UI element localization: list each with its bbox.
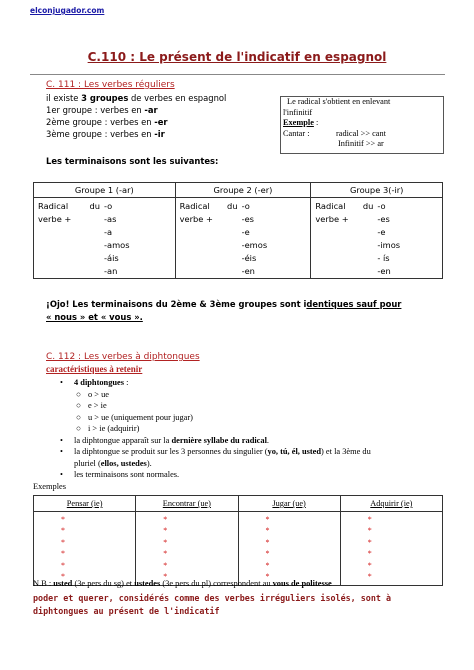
list-item-personnes-cont [60, 458, 371, 470]
ending: -an [104, 266, 118, 276]
adquirir-header: Adquirir (ie) [340, 496, 442, 512]
bullet-icon: • [60, 435, 63, 445]
poder-querer-line2: diphtongues au présent de l'indicatif [33, 605, 220, 616]
sub-item [60, 389, 371, 401]
bullet3-line2-text: pluriel ( [74, 458, 101, 468]
bullet2-text: la diphtongue apparaît sur la [74, 435, 172, 445]
pensar-stars [35, 513, 134, 584]
sub-item [60, 400, 371, 412]
star-bullet: * [163, 526, 168, 536]
du-word: du [89, 201, 100, 211]
bullet-icon: • [60, 447, 63, 456]
ending: -emos [241, 240, 268, 250]
ojo-underlined: dentiques sauf pour [306, 299, 402, 309]
nb-ustedes: ustedes [134, 579, 161, 588]
ending: -o [377, 201, 386, 211]
group3-line [46, 128, 165, 140]
star-bullet: * [367, 526, 372, 536]
ending: -e [241, 227, 250, 237]
star-bullet: * [163, 515, 168, 524]
ending: -e [377, 227, 386, 237]
nb-usted: usted [53, 579, 73, 588]
star-bullet: * [265, 560, 270, 570]
page-title [0, 50, 474, 64]
nb-prefix: N.B : [33, 579, 54, 588]
star-bullet: * [367, 549, 372, 559]
list-item-4-diphtongues [60, 377, 371, 389]
star-bullet: * [265, 537, 270, 547]
title-rule [30, 74, 445, 75]
bullet1-bold: 4 diphtongues [74, 378, 125, 387]
verbe-plus: verbe + [38, 213, 72, 224]
group3-header: Groupe 3(-ir) [311, 183, 443, 198]
bullet-icon: • [60, 378, 63, 387]
nb-text2: (3e pers du pl) correspondent au [160, 579, 273, 588]
exemples-label: Exemples [33, 482, 67, 491]
bullet4-text: les terminaisons sont normales. [74, 470, 180, 479]
diphtong-u-ue: u > ue (uniquement pour jugar) [88, 412, 193, 422]
note-cantar [281, 129, 443, 140]
list-item-syllabe [60, 435, 371, 447]
bullet2-end: . [266, 435, 270, 445]
intro-text-end: de verbes en espagnol [128, 93, 227, 103]
star-bullet: * [367, 572, 372, 582]
note-exemple-label: Exemple [283, 118, 314, 127]
group3-endings [373, 198, 400, 278]
star-bullet: * [367, 560, 372, 570]
encontrar-stars [137, 513, 236, 584]
group1-line [46, 104, 158, 116]
bullet3-text: la diphtongue se produit sur les 3 personnes du singulier ( [74, 447, 268, 456]
bullet-icon: • [60, 470, 63, 479]
note-exemple [281, 118, 443, 129]
list-item-terminaisons [60, 469, 371, 481]
group1-ending: -ar [144, 105, 158, 115]
group3-cell [311, 198, 443, 279]
terminaisons-label: Les terminaisons sont les suivantes: [46, 156, 219, 166]
group2-header: Groupe 2 (-er) [175, 183, 311, 198]
bullet3-bold: yo, tú, él, usted [267, 447, 322, 456]
ending: -as [104, 214, 117, 224]
group3-text: 3ème groupe : verbes en [46, 129, 155, 139]
diphtong-list [60, 377, 371, 481]
poder-querer-note [33, 592, 391, 617]
group3-ending: -ir [154, 129, 165, 139]
du-word: du [362, 201, 374, 211]
site-link[interactable]: elconjugador.com [30, 6, 105, 15]
radical-word: Radical [179, 201, 210, 211]
star-bullet: * [265, 515, 270, 524]
star-bullet: * [265, 549, 270, 559]
circle-bullet-icon: ○ [76, 401, 82, 410]
nb-note [33, 579, 332, 588]
radical-word: Radical [38, 201, 69, 211]
caracteristiques-heading: caractéristiques à retenir [46, 364, 143, 374]
ending: -o [241, 201, 250, 211]
section-112-heading: C. 112 : Les verbes à diphtongues [46, 352, 200, 362]
star-bullet: * [163, 560, 168, 570]
note-infinitif: Infinitif >> ar [338, 139, 384, 148]
group2-endings [238, 198, 268, 278]
ending: -es [241, 214, 254, 224]
du-word: du [227, 201, 238, 211]
pensar-header: Pensar (ie) [34, 496, 136, 512]
page-title-text: C.110 : Le présent de l'indicatif en espagnol [87, 50, 387, 64]
ojo-line2: « nous » et « vous ». [46, 312, 143, 322]
intro-text: il existe [46, 93, 82, 103]
group1-header: Groupe 1 (-ar) [34, 183, 176, 198]
verbe-plus: verbe + [179, 213, 213, 224]
ending: - ís [377, 253, 390, 263]
verbe-plus: verbe + [315, 213, 349, 224]
jugar-stars [240, 513, 339, 584]
intro-bold: 3 groupes [81, 93, 129, 103]
ending: -a [104, 227, 113, 237]
bullet3-line2-end: ). [146, 458, 152, 468]
star-bullet: * [163, 537, 168, 547]
jugar-header: Jugar (ue) [238, 496, 340, 512]
ojo-text: ¡Ojo! Les terminaisons du 2ème & 3ème groupes sont i [46, 299, 307, 309]
poder-querer-line1: poder et querer, considérés comme des verbes irréguliers isolés, sont à [33, 593, 391, 603]
group2-ending: -er [154, 117, 168, 127]
star-bullet: * [61, 549, 65, 559]
diphtong-o-ue: o > ue [88, 389, 110, 399]
nb-text1: (3e pers du sg) et [72, 579, 135, 588]
bullet1-colon: : [124, 378, 129, 387]
note-line2: l'infinitif [283, 107, 313, 117]
diphtong-i-ie: i > ie (adquirir) [88, 424, 140, 433]
bullet3-line2-bold: ellos, ustedes [100, 458, 147, 468]
ending: -o [104, 201, 113, 211]
adquirir-stars [342, 513, 441, 584]
bullet2-bold: dernière syllabe du radical [171, 435, 267, 445]
star-bullet: * [163, 549, 168, 559]
ending: -amos [104, 240, 130, 250]
star-bullet: * [367, 515, 372, 524]
jugar-cell [238, 512, 340, 586]
examples-table [33, 495, 443, 586]
diphtong-e-ie: e > ie [88, 401, 107, 410]
radical-note-box [280, 96, 444, 154]
section-111-heading: C. 111 : Les verbes réguliers [46, 80, 175, 90]
radical-word: Radical [315, 201, 346, 211]
star-bullet: * [61, 537, 65, 547]
pensar-cell [34, 512, 136, 586]
group2-radical [176, 198, 238, 278]
star-bullet: * [61, 560, 65, 570]
group3-radical [311, 198, 373, 278]
note-line1: Le radical s'obtient en enlevant [287, 97, 391, 106]
group1-endings [100, 198, 130, 278]
endings-table [33, 182, 443, 279]
note-cantar-label: Cantar : [283, 128, 310, 138]
group1-cell [34, 198, 176, 279]
sub-item [60, 423, 371, 435]
star-bullet: * [265, 572, 270, 582]
sub-item [60, 412, 371, 424]
ending: -éis [241, 253, 257, 263]
star-bullet: * [61, 515, 65, 524]
group2-text: 2ème groupe : verbes en [46, 117, 155, 127]
star-bullet: * [163, 572, 168, 582]
star-bullet: * [367, 537, 372, 547]
ending: -en [241, 266, 255, 276]
ending: -imos [377, 240, 401, 250]
group1-radical [34, 198, 100, 278]
encontrar-header: Encontrar (ue) [136, 496, 238, 512]
circle-bullet-icon: ○ [76, 424, 82, 433]
groups-intro [46, 92, 226, 104]
ending: -áis [104, 253, 119, 263]
star-bullet: * [61, 526, 65, 536]
circle-bullet-icon: ○ [76, 389, 82, 399]
star-bullet: * [265, 526, 270, 536]
ojo-line1 [46, 298, 401, 310]
group2-cell [175, 198, 311, 279]
ending: -en [377, 266, 391, 276]
star-bullet: * [61, 572, 65, 582]
group2-line [46, 116, 168, 128]
note-exemple-colon: : [313, 118, 319, 127]
circle-bullet-icon: ○ [76, 412, 82, 422]
adquirir-cell [340, 512, 442, 586]
ending: -es [377, 214, 390, 224]
note-radical: radical >> cant [336, 128, 386, 138]
encontrar-cell [136, 512, 238, 586]
list-item-personnes [60, 446, 371, 458]
bullet3-end: ) et la 3ème du [321, 447, 371, 456]
group1-text: 1er groupe : verbes en [46, 105, 145, 115]
nb-politesse: vous de politesse [272, 579, 332, 588]
